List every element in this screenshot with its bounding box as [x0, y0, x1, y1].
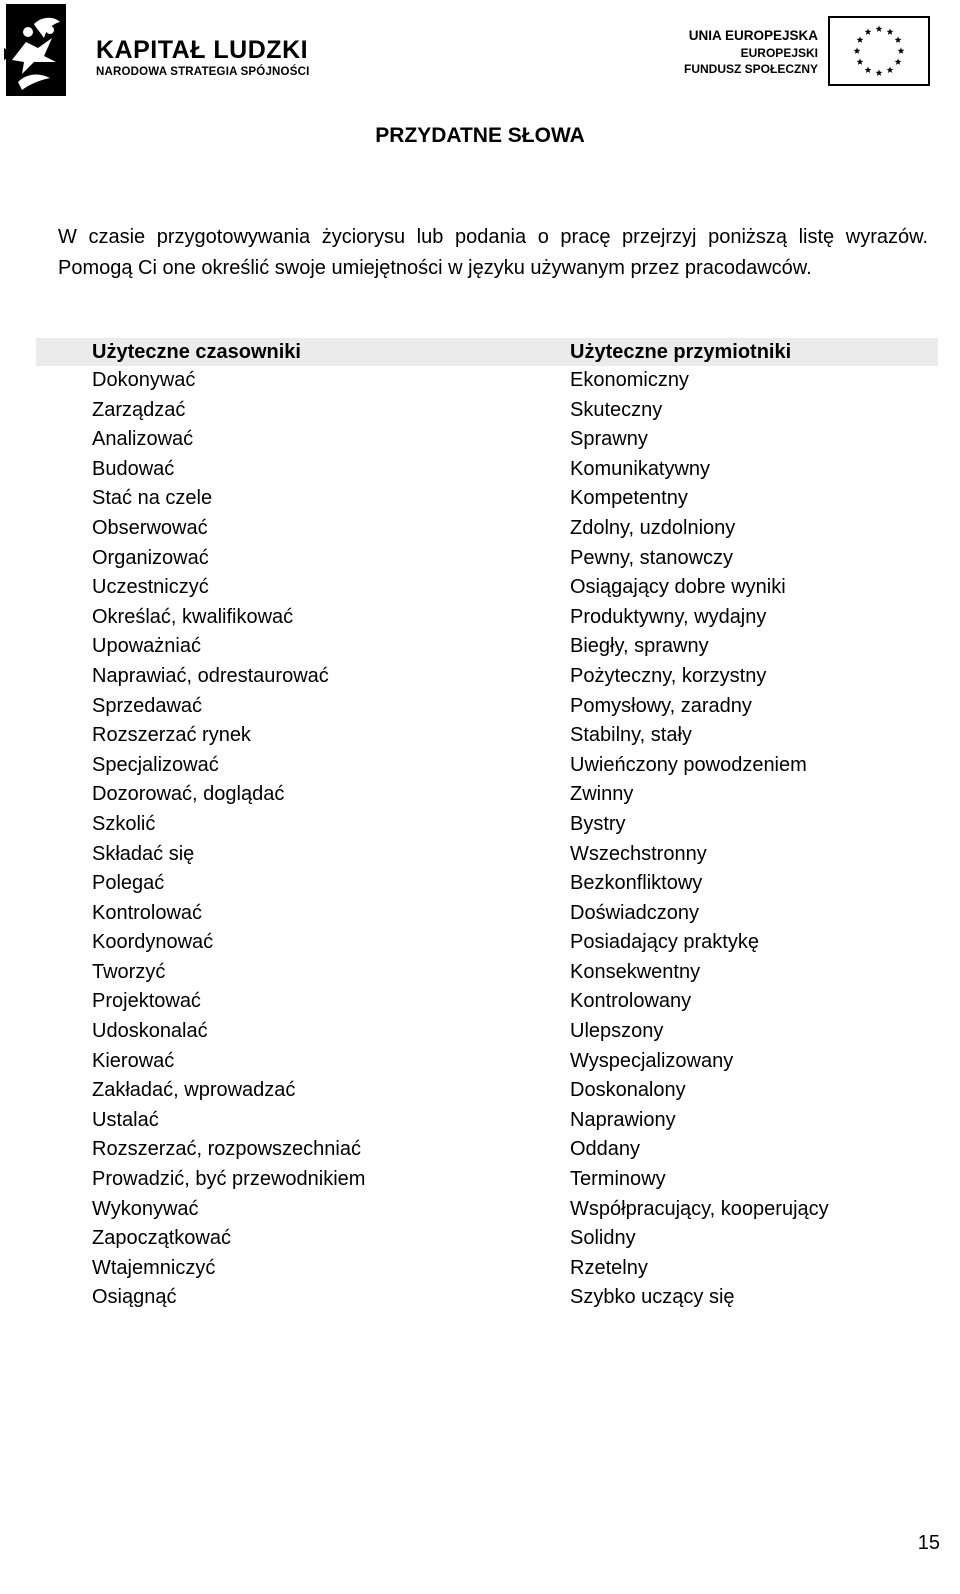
- adjective-cell: Solidny: [570, 1227, 636, 1250]
- adjective-cell: Ekonomiczny: [570, 369, 689, 391]
- table-row: [36, 840, 938, 870]
- adjective-cell: Biegły, sprawny: [570, 635, 709, 658]
- verb-cell: Organizować: [92, 546, 209, 569]
- verb-cell: Udoskonalać: [92, 1020, 208, 1043]
- eu-logo-line3: FUNDUSZ SPOŁECZNY: [683, 62, 818, 76]
- adjective-cell: Zdolny, uzdolniony: [570, 516, 736, 539]
- adjective-cell: Posiadający praktykę: [570, 931, 759, 954]
- table-row: [36, 899, 938, 929]
- adjective-cell: Ulepszony: [570, 1020, 664, 1043]
- kapital-ludzki-logo: [4, 2, 314, 98]
- table-row: [36, 1106, 938, 1136]
- verb-cell: Specjalizować: [92, 753, 219, 776]
- adjective-cell: Oddany: [570, 1138, 641, 1161]
- table-row: [36, 1047, 938, 1077]
- adjective-cell: Zwinny: [570, 783, 634, 806]
- table-row: [36, 692, 938, 722]
- verb-cell: Tworzyć: [92, 960, 166, 983]
- table-row: [36, 603, 938, 633]
- table-row: [36, 1283, 938, 1313]
- adjective-cell: Naprawiony: [570, 1108, 676, 1131]
- table-row: [36, 366, 938, 396]
- eu-logo-line2: EUROPEJSKI: [740, 46, 818, 60]
- table-row: [36, 514, 938, 544]
- intro-line-2: Pomogą Ci one określić swoje umiejętności w języku używanym przez pracodawców.: [58, 257, 812, 279]
- table-row: [36, 1254, 938, 1284]
- verb-cell: Koordynować: [92, 931, 214, 954]
- adjective-cell: Bezkonfliktowy: [570, 872, 703, 895]
- table-row: [36, 1017, 938, 1047]
- table-row: [36, 1165, 938, 1195]
- verb-cell: Szkolić: [92, 812, 156, 835]
- adjective-cell: Współpracujący, kooperujący: [570, 1197, 829, 1220]
- adjective-cell: Stabilny, stały: [570, 724, 692, 747]
- verb-cell: Budować: [92, 457, 175, 480]
- adjective-cell: Produktywny, wydajny: [570, 605, 767, 628]
- kapital-ludzki-subtitle: NARODOWA STRATEGIA SPÓJNOŚCI: [96, 66, 310, 78]
- adjective-cell: Doświadczony: [570, 901, 699, 924]
- verb-cell: Stać na czele: [92, 487, 213, 510]
- adjective-cell: Pomysłowy, zaradny: [570, 694, 752, 717]
- verb-cell: Polegać: [92, 872, 165, 895]
- adjective-cell: Rzetelny: [570, 1256, 648, 1279]
- adjective-cell: Osiągający dobre wyniki: [570, 576, 786, 599]
- adjective-cell: Konsekwentny: [570, 960, 701, 983]
- page-title: PRZYDATNE SŁOWA: [375, 124, 585, 147]
- verb-cell: Upoważniać: [92, 635, 201, 658]
- adjective-cell: Wszechstronny: [570, 842, 707, 865]
- verb-cell: Uczestniczyć: [92, 576, 209, 599]
- table-row: [36, 780, 938, 810]
- adjective-cell: Terminowy: [570, 1168, 666, 1191]
- adjective-cell: Kontrolowany: [570, 990, 692, 1013]
- intro-paragraph: [58, 222, 928, 284]
- verb-cell: Obserwować: [92, 516, 208, 539]
- table-row: [36, 396, 938, 426]
- verb-cell: Dozorować, doglądać: [92, 783, 285, 806]
- table-row: [36, 1195, 938, 1225]
- table-header: [36, 338, 938, 366]
- eu-logo-line1: UNIA EUROPEJSKA: [688, 28, 818, 43]
- verb-cell: Wtajemniczyć: [92, 1256, 216, 1279]
- adjective-cell: Szybko uczący się: [570, 1286, 735, 1309]
- verb-cell: Ustalać: [92, 1108, 159, 1131]
- intro-line-1: W czasie przygotowywania życiorysu lub podania o pracę przejrzyj poniższą listę wyrazów.: [58, 226, 928, 248]
- table-row: [36, 810, 938, 840]
- table-row: [36, 632, 938, 662]
- adjective-cell: Wyspecjalizowany: [570, 1049, 734, 1072]
- kapital-ludzki-title: KAPITAŁ LUDZKI: [96, 36, 309, 64]
- verb-cell: Analizować: [92, 428, 194, 451]
- table-row: [36, 425, 938, 455]
- table-row: [36, 662, 938, 692]
- verb-cell: Kontrolować: [92, 901, 203, 924]
- table-row: [36, 544, 938, 574]
- adjective-cell: Skuteczny: [570, 398, 663, 421]
- table-row: [36, 987, 938, 1017]
- eu-flag-icon: [828, 16, 930, 86]
- verb-cell: Określać, kwalifikować: [92, 605, 294, 628]
- adjective-cell: Uwieńczony powodzeniem: [570, 753, 807, 776]
- verb-cell: Sprzedawać: [92, 694, 203, 717]
- table-row: [36, 721, 938, 751]
- verb-cell: Składać się: [92, 842, 195, 865]
- adjective-cell: Sprawny: [570, 428, 648, 451]
- verb-cell: Rozszerzać, rozpowszechniać: [92, 1138, 361, 1161]
- table-row: [36, 751, 938, 781]
- eu-logo: [672, 16, 930, 88]
- header-verbs: Użyteczne czasowniki: [92, 341, 301, 363]
- table-row: [36, 928, 938, 958]
- words-table: [36, 338, 938, 1313]
- adjective-cell: Kompetentny: [570, 487, 688, 510]
- verb-cell: Kierować: [92, 1049, 175, 1072]
- verb-cell: Wykonywać: [92, 1197, 199, 1220]
- verb-cell: Zarządzać: [92, 398, 186, 421]
- verb-cell: Naprawiać, odrestaurować: [92, 664, 329, 687]
- adjective-cell: Pewny, stanowczy: [570, 546, 734, 569]
- table-row: [36, 484, 938, 514]
- table-row: [36, 1076, 938, 1106]
- kapital-ludzki-emblem-icon: [4, 2, 70, 98]
- verb-cell: Rozszerzać rynek: [92, 724, 251, 747]
- adjective-cell: Bystry: [570, 812, 626, 835]
- verb-cell: Zakładać, wprowadzać: [92, 1079, 296, 1102]
- table-row: [36, 958, 938, 988]
- adjective-cell: Pożyteczny, korzystny: [570, 664, 767, 687]
- verb-cell: Projektować: [92, 990, 201, 1013]
- verb-cell: Prowadzić, być przewodnikiem: [92, 1168, 366, 1191]
- adjective-cell: Komunikatywny: [570, 457, 711, 480]
- table-body: [36, 366, 938, 1313]
- header-adjectives: Użyteczne przymiotniki: [570, 341, 792, 363]
- verb-cell: Zapoczątkować: [92, 1227, 231, 1250]
- table-row: [36, 1224, 938, 1254]
- table-row: [36, 455, 938, 485]
- table-row: [36, 869, 938, 899]
- verb-cell: Dokonywać: [92, 369, 196, 391]
- table-row: [36, 1135, 938, 1165]
- table-row: [36, 573, 938, 603]
- page-number: 15: [917, 1532, 940, 1554]
- adjective-cell: Doskonalony: [570, 1079, 686, 1102]
- verb-cell: Osiągnąć: [92, 1286, 177, 1309]
